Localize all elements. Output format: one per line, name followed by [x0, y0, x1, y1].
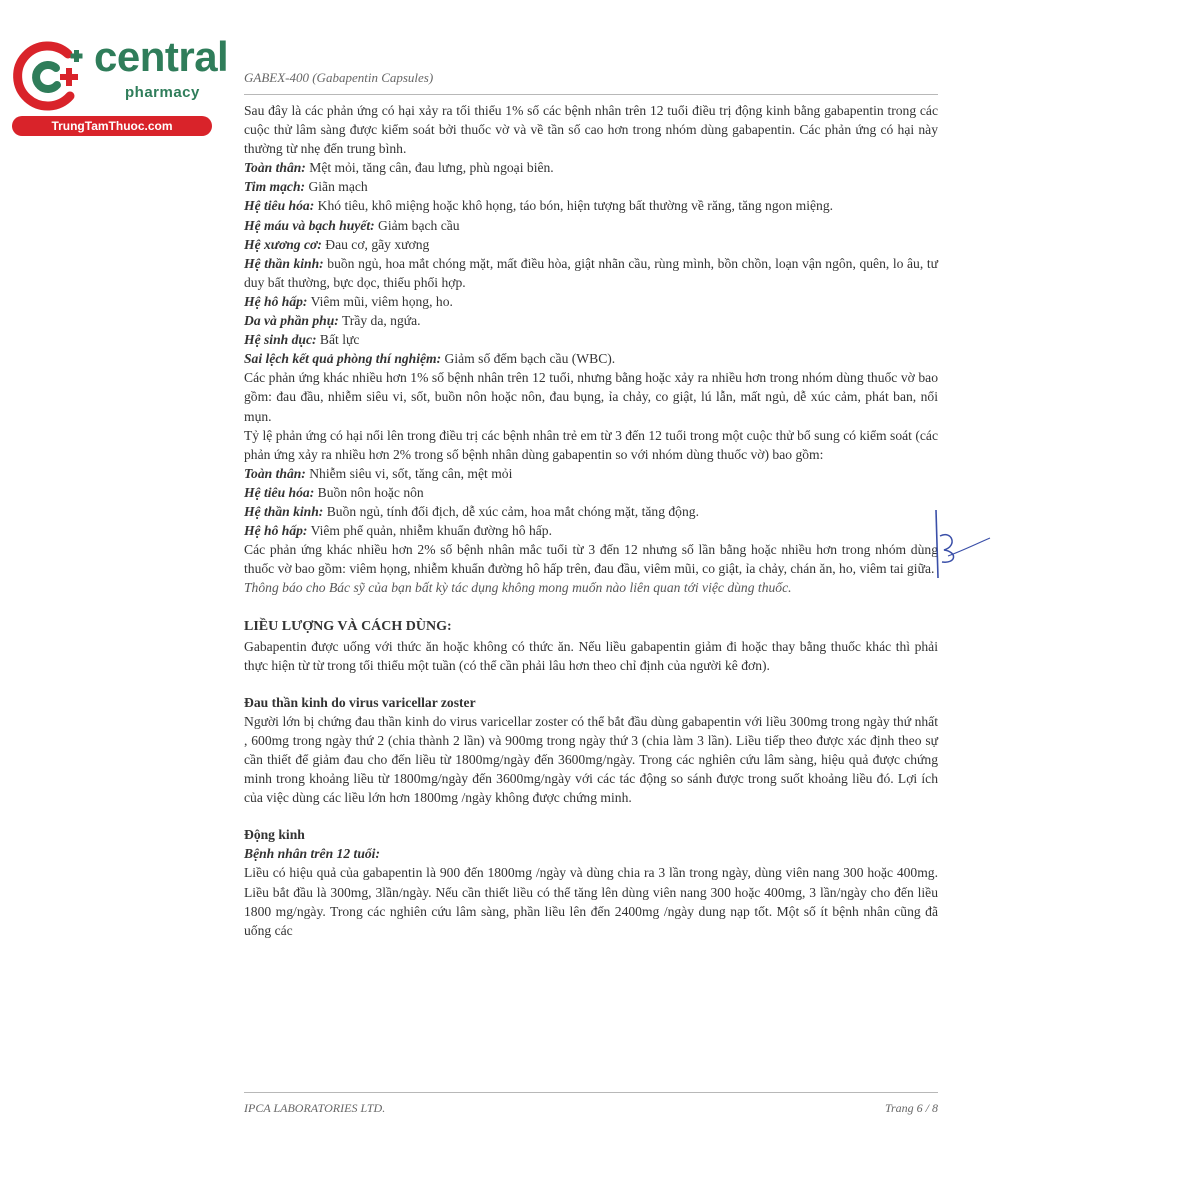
item-text: Mệt mỏi, tăng cân, đau lưng, phù ngoại biên.	[305, 160, 554, 176]
list-item	[244, 254, 938, 292]
paragraph-zoster: Người lớn bị chứng đau thần kinh do virus varicellar zoster có thể bắt đầu dùng gabapentin với liều 300mg trong ngày thứ nhất , 600mg trong ngày thứ 2 (chia thành 2 lần) và 900mg trong ngày thứ 3 (chia làm 3 lần). Liều tiếp theo được xác định theo sự cần thiết để giảm đau cho đến liều từ 1800mg/ngày đến 3600mg/ngày. Trong các nghiên cứu lâm sàng, hiệu quả được chứng minh trong khoảng liều từ 1800mg/ngày đến 3600mg/ngày với các tác động so sánh được trong suốt khoảng liều đó. Lợi ích của việc dùng các liều lớn hơn 1800mg /ngày không được chứng minh.	[244, 713, 938, 806]
item-label: Toàn thân:	[244, 465, 306, 481]
item-text: Bất lực	[316, 332, 360, 348]
doctor-notice: Thông báo cho Bác sỹ của bạn bất kỳ tác dụng không mong muốn nào liên quan tới việc dùng thuốc.	[244, 580, 792, 596]
item-label: Hệ thần kinh:	[244, 255, 324, 271]
list-item	[244, 330, 938, 349]
item-text: Giãn mạch	[305, 179, 368, 195]
item-text: Viêm phế quản, nhiễm khuẩn đường hô hấp.	[307, 523, 552, 539]
item-text: Khó tiêu, khô miệng hoặc khô họng, táo bón, hiện tượng bất thường về răng, tăng ngon miệng.	[314, 198, 834, 214]
item-label: Hệ tiêu hóa:	[244, 198, 315, 214]
handwritten-signature-icon	[918, 506, 998, 586]
footer-company: IPCA LABORATORIES LTD.	[244, 1101, 386, 1115]
item-text: Buồn nôn hoặc nôn	[314, 484, 424, 500]
list-item	[244, 311, 938, 330]
document-page	[244, 60, 938, 940]
item-label: Tim mạch:	[244, 179, 306, 195]
list-item	[244, 292, 938, 311]
list-item	[244, 177, 938, 196]
paragraph-pediatric-intro: Tỷ lệ phản ứng có hại nổi lên trong điều trị các bệnh nhân trẻ em từ 3 đến 12 tuổi trong một cuộc thử bổ sung có kiểm soát (các phản ứng xảy ra nhiều hơn 2% trong số bệnh nhân dùng gabapentin so với nhóm dùng thuốc vờ) bao gồm:	[244, 427, 938, 462]
item-text: buồn ngủ, hoa mắt chóng mặt, mất điều hòa, giật nhãn cầu, rùng mình, bồn chồn, loạn vận ngôn, quên, lo âu, tư duy bất thường, bực dọc, thiếu phối hợp.	[244, 255, 938, 290]
item-label: Hệ tiêu hóa:	[244, 484, 315, 500]
document-footer	[244, 1092, 938, 1116]
item-label: Toàn thân:	[244, 160, 306, 176]
item-text: Giảm số đếm bạch cầu (WBC).	[441, 351, 616, 367]
item-label: Da và phần phụ:	[244, 313, 339, 329]
list-item	[244, 502, 938, 521]
item-label: Hệ sinh dục:	[244, 332, 317, 348]
paragraph-other-reactions: Các phản ứng khác nhiều hơn 1% số bệnh nhân trên 12 tuổi, nhưng bằng hoặc xảy ra nhiều hơn trong nhóm dùng thuốc vờ bao gồm: đau đầu, nhiễm siêu vi, sốt, buồn nôn hoặc nôn, đau bụng, ỉa chảy, co giật, lú lẫn, mất ngủ, dễ xúc cảm, phát ban, nổi mụn.	[244, 370, 938, 424]
item-label: Hệ máu và bạch huyết:	[244, 217, 375, 233]
section-heading-dosage: LIỀU LƯỢNG VÀ CÁCH DÙNG:	[244, 619, 452, 635]
paragraph-pediatric-other: Các phản ứng khác nhiều hơn 2% số bệnh nhân mắc tuổi từ 3 đến 12 nhưng số lần bằng hoặc nhiều hơn trong nhóm dùng thuốc vờ bao gồm: viêm họng, nhiễm khuẩn đường hô hấp trên, đau đầu, viêm mũi, co giật, ỉa chảy, chán ăn, ho, viêm tai giữa.	[244, 542, 938, 577]
document-body	[244, 101, 938, 940]
brand-name: central	[94, 33, 229, 80]
item-label: Hệ hô hấp:	[244, 523, 308, 539]
item-text: Nhiễm siêu vi, sốt, tăng cân, mệt mỏi	[305, 465, 513, 481]
list-item	[244, 464, 938, 483]
item-label: Sai lệch kết quả phòng thí nghiệm:	[244, 351, 442, 367]
list-item	[244, 216, 938, 235]
item-text: Buồn ngủ, tính đối địch, dễ xúc cảm, hoa mắt chóng mặt, tăng động.	[323, 503, 699, 519]
pharmacy-logo	[8, 33, 229, 136]
paragraph-dosage-intro: Gabapentin được uống với thức ăn hoặc không có thức ăn. Nếu liều gabapentin giảm đi hoặc thay bằng thuốc khác thì phải thực hiện từ từ trong tối thiểu một tuần (có thể cần phải lâu hơn theo chỉ định của người kê đơn).	[244, 638, 938, 673]
list-item	[244, 235, 938, 254]
central-pharmacy-logo-icon	[10, 38, 86, 114]
list-item	[244, 521, 938, 540]
document-header: GABEX-400 (Gabapentin Capsules)	[244, 70, 938, 95]
list-item	[244, 349, 938, 368]
item-text: Viêm mũi, viêm họng, ho.	[307, 293, 453, 309]
section-heading-epilepsy: Động kinh	[244, 827, 305, 843]
list-item	[244, 158, 938, 177]
list-item	[244, 196, 938, 215]
brand-subtitle: pharmacy	[125, 84, 200, 101]
paragraph-adverse-intro: Sau đây là các phản ứng có hại xảy ra tối thiểu 1% số các bệnh nhân trên 12 tuổi điều trị động kinh bằng gabapentin trong các cuộc thử lâm sàng được kiểm soát bởi thuốc vờ và về tần số cao hơn trong nhóm dùng gabapentin. Các phản ứng có hại này thường từ nhẹ đến trung bình.	[244, 103, 938, 157]
item-label: Hệ hô hấp:	[244, 293, 308, 309]
paragraph-epilepsy-dose: Liều có hiệu quả của gabapentin là 900 đến 1800mg /ngày và dùng chia ra 3 lần trong ngày, dùng viên nang 300 hoặc 400mg. Liều bắt đầu là 300mg, 3lần/ngày. Nếu cần thiết liều có thể tăng lên dùng viên nang 300 hoặc 400mg, 3 lần/ngày cho đến liều 1800 mg/ngày. Trong các nghiên cứu lâm sàng, phần liều lên đến 2400mg /ngày dung nạp tốt. Một số ít bệnh nhân cũng đã uống các	[244, 865, 938, 938]
item-label: Hệ xương cơ:	[244, 236, 322, 252]
item-text: Giảm bạch cầu	[374, 217, 460, 233]
item-text: Trầy da, ngứa.	[338, 313, 421, 329]
list-item	[244, 483, 938, 502]
footer-page-number: Trang 6 / 8	[884, 1101, 938, 1115]
section-heading-zoster: Đau thần kinh do virus varicellar zoster	[244, 694, 476, 710]
subheading-over-12: Bệnh nhân trên 12 tuổi:	[244, 846, 380, 862]
item-text: Đau cơ, gãy xương	[321, 236, 430, 252]
brand-url-badge[interactable]: TrungTamThuoc.com	[12, 116, 212, 136]
item-label: Hệ thần kinh:	[244, 503, 324, 519]
